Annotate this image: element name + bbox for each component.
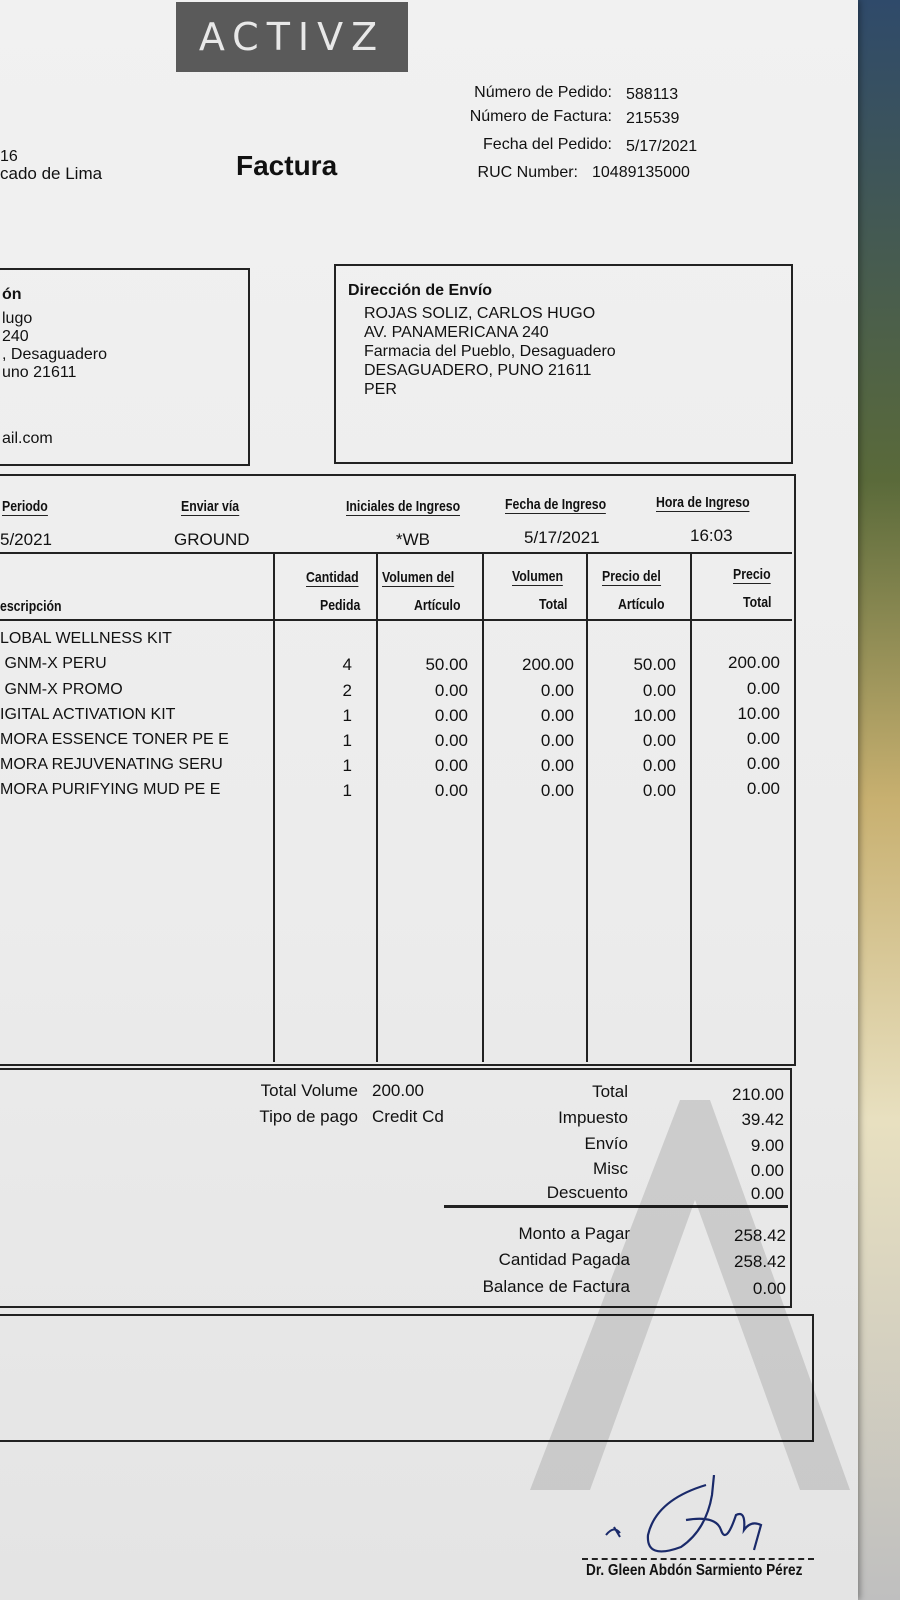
misc-value: 0.00: [750, 1161, 784, 1180]
qty-header-top: Cantidad: [306, 569, 359, 586]
shipping-line: PER: [364, 381, 397, 398]
item-volume: 0.00: [434, 781, 468, 800]
payment-type-value: Credit Cd: [372, 1107, 444, 1126]
item-volume: 0.00: [434, 706, 468, 725]
payment-type-label: Tipo de pago: [259, 1107, 358, 1126]
background-surface: [858, 0, 900, 1600]
item-description: GNM-X PERU: [0, 655, 107, 672]
description-header: escripción: [0, 598, 62, 615]
item-volume-total: 0.00: [540, 756, 574, 775]
item-volume-total: 200.00: [522, 655, 574, 674]
sender-line-1: 16: [0, 148, 18, 165]
amount-due-value: 258.42: [734, 1226, 786, 1245]
shipping-title: Dirección de Envío: [348, 282, 493, 299]
item-volume-total: 0.00: [540, 681, 574, 700]
ruc-label: RUC Number:: [477, 164, 578, 181]
item-volume: 50.00: [425, 655, 468, 674]
price-total-header-top: Precio: [733, 566, 771, 583]
item-price: 0.00: [642, 681, 676, 700]
billing-line: , Desaguadero: [2, 346, 107, 363]
order-date-label: Fecha del Pedido:: [483, 136, 612, 153]
discount-value: 0.00: [750, 1184, 784, 1203]
item-price-total: 0.00: [746, 754, 780, 773]
ruc-number: 10489135000: [592, 164, 690, 181]
notes-box: [0, 1314, 814, 1442]
ship-via-value: GROUND: [174, 530, 250, 549]
billing-line: 240: [2, 328, 29, 345]
price-item-header-bottom: Artículo: [618, 596, 665, 613]
signature-icon: [586, 1475, 816, 1570]
item-price-total: 0.00: [746, 779, 780, 798]
tax-value: 39.42: [741, 1110, 784, 1129]
item-price-total: 0.00: [746, 679, 780, 698]
totals-divider: [444, 1205, 788, 1208]
column-divider: [482, 552, 484, 1062]
ship-via-header: Enviar vía: [181, 498, 240, 515]
invoice-number-label: Número de Factura:: [469, 108, 612, 125]
discount-label: Descuento: [546, 1183, 628, 1202]
item-description: MORA ESSENCE TONER PE E: [0, 731, 229, 748]
vol-total-header-top: Volumen: [512, 568, 564, 585]
item-qty: 4: [342, 655, 352, 674]
brand-logo: [176, 2, 408, 72]
item-description: MORA REJUVENATING SERU: [0, 756, 223, 773]
summary-box: [0, 1068, 792, 1308]
item-volume-total: 0.00: [540, 731, 574, 750]
item-price: 50.00: [633, 655, 676, 674]
period-value: 5/2021: [0, 530, 52, 549]
total-value: 210.00: [732, 1085, 784, 1104]
billing-title: ón: [2, 286, 22, 303]
invoice-number: 215539: [626, 110, 680, 127]
item-volume-total: 0.00: [540, 781, 574, 800]
misc-label: Misc: [593, 1159, 628, 1178]
billing-email: ail.com: [2, 430, 53, 447]
qty-header-bottom: Pedida: [320, 597, 361, 614]
order-date: 5/17/2021: [626, 138, 698, 155]
shipping-label: Envío: [584, 1134, 628, 1153]
vol-item-header-top: Volumen del: [382, 569, 455, 586]
item-qty: 1: [342, 731, 352, 750]
entry-date-value: 5/17/2021: [524, 528, 600, 547]
billing-line: uno 21611: [2, 364, 77, 381]
signature-name: Dr. Gleen Abdón Sarmiento Pérez: [586, 1562, 803, 1579]
item-price: 0.00: [642, 756, 676, 775]
item-price: 0.00: [642, 781, 676, 800]
item-volume: 0.00: [434, 731, 468, 750]
billing-lines: [2, 310, 107, 382]
balance-value: 0.00: [752, 1279, 786, 1298]
entry-initials-value: *WB: [396, 530, 430, 549]
vol-total-header-bottom: Total: [539, 596, 568, 613]
item-description: MORA PURIFYING MUD PE E: [0, 781, 221, 798]
item-description: IGITAL ACTIVATION KIT: [0, 706, 176, 723]
column-divider: [690, 552, 692, 1062]
total-volume-label: Total Volume: [260, 1081, 358, 1100]
item-price: 0.00: [642, 731, 676, 750]
item-price-total: 0.00: [746, 729, 780, 748]
shipping-address-box: [334, 264, 793, 464]
column-divider: [376, 552, 378, 1062]
period-header: Periodo: [2, 498, 48, 515]
signature-line: [582, 1558, 814, 1560]
price-item-header-top: Precio del: [602, 568, 661, 585]
item-volume-total: 0.00: [540, 706, 574, 725]
amount-paid-value: 258.42: [734, 1252, 786, 1271]
item-description: GNM-X PROMO: [0, 681, 123, 698]
table-divider: [0, 552, 792, 554]
amount-due-label: Monto a Pagar: [518, 1224, 630, 1243]
sender-line-2: cado de Lima: [0, 164, 103, 183]
billing-line: lugo: [2, 310, 33, 327]
amount-paid-label: Cantidad Pagada: [498, 1250, 630, 1269]
item-qty: 1: [342, 781, 352, 800]
shipping-lines: [364, 304, 616, 399]
shipping-line: Farmacia del Pueblo, Desaguadero: [364, 343, 616, 360]
item-qty: 1: [342, 756, 352, 775]
tax-label: Impuesto: [558, 1108, 628, 1127]
shipping-value: 9.00: [750, 1136, 784, 1155]
brand-name: ACTIVZ: [198, 15, 386, 59]
column-divider: [586, 552, 588, 1062]
entry-initials-header: Iniciales de Ingreso: [346, 498, 461, 515]
entry-time-header: Hora de Ingreso: [656, 494, 750, 511]
item-volume: 0.00: [434, 756, 468, 775]
balance-label: Balance de Factura: [482, 1277, 630, 1296]
total-volume-value: 200.00: [372, 1081, 424, 1100]
item-price-total: 10.00: [737, 704, 780, 723]
shipping-line: AV. PANAMERICANA 240: [364, 324, 549, 341]
item-price-total: 200.00: [728, 653, 780, 672]
item-qty: 1: [342, 706, 352, 725]
price-total-header-bottom: Total: [743, 594, 772, 611]
order-number-label: Número de Pedido:: [474, 84, 612, 101]
item-qty: 2: [342, 681, 352, 700]
billing-address-box: [0, 268, 250, 466]
total-label: Total: [592, 1082, 628, 1101]
order-number: 588113: [626, 86, 679, 103]
entry-time-value: 16:03: [690, 526, 733, 545]
entry-date-header: Fecha de Ingreso: [505, 496, 607, 513]
column-divider: [273, 552, 275, 1062]
table-divider: [0, 619, 792, 621]
shipping-line: ROJAS SOLIZ, CARLOS HUGO: [364, 305, 596, 322]
document-title: Factura: [236, 150, 338, 181]
shipping-line: DESAGUADERO, PUNO 21611: [364, 362, 592, 379]
item-description: LOBAL WELLNESS KIT: [0, 630, 172, 647]
item-volume: 0.00: [434, 681, 468, 700]
vol-item-header-bottom: Artículo: [414, 597, 461, 614]
item-price: 10.00: [633, 706, 676, 725]
